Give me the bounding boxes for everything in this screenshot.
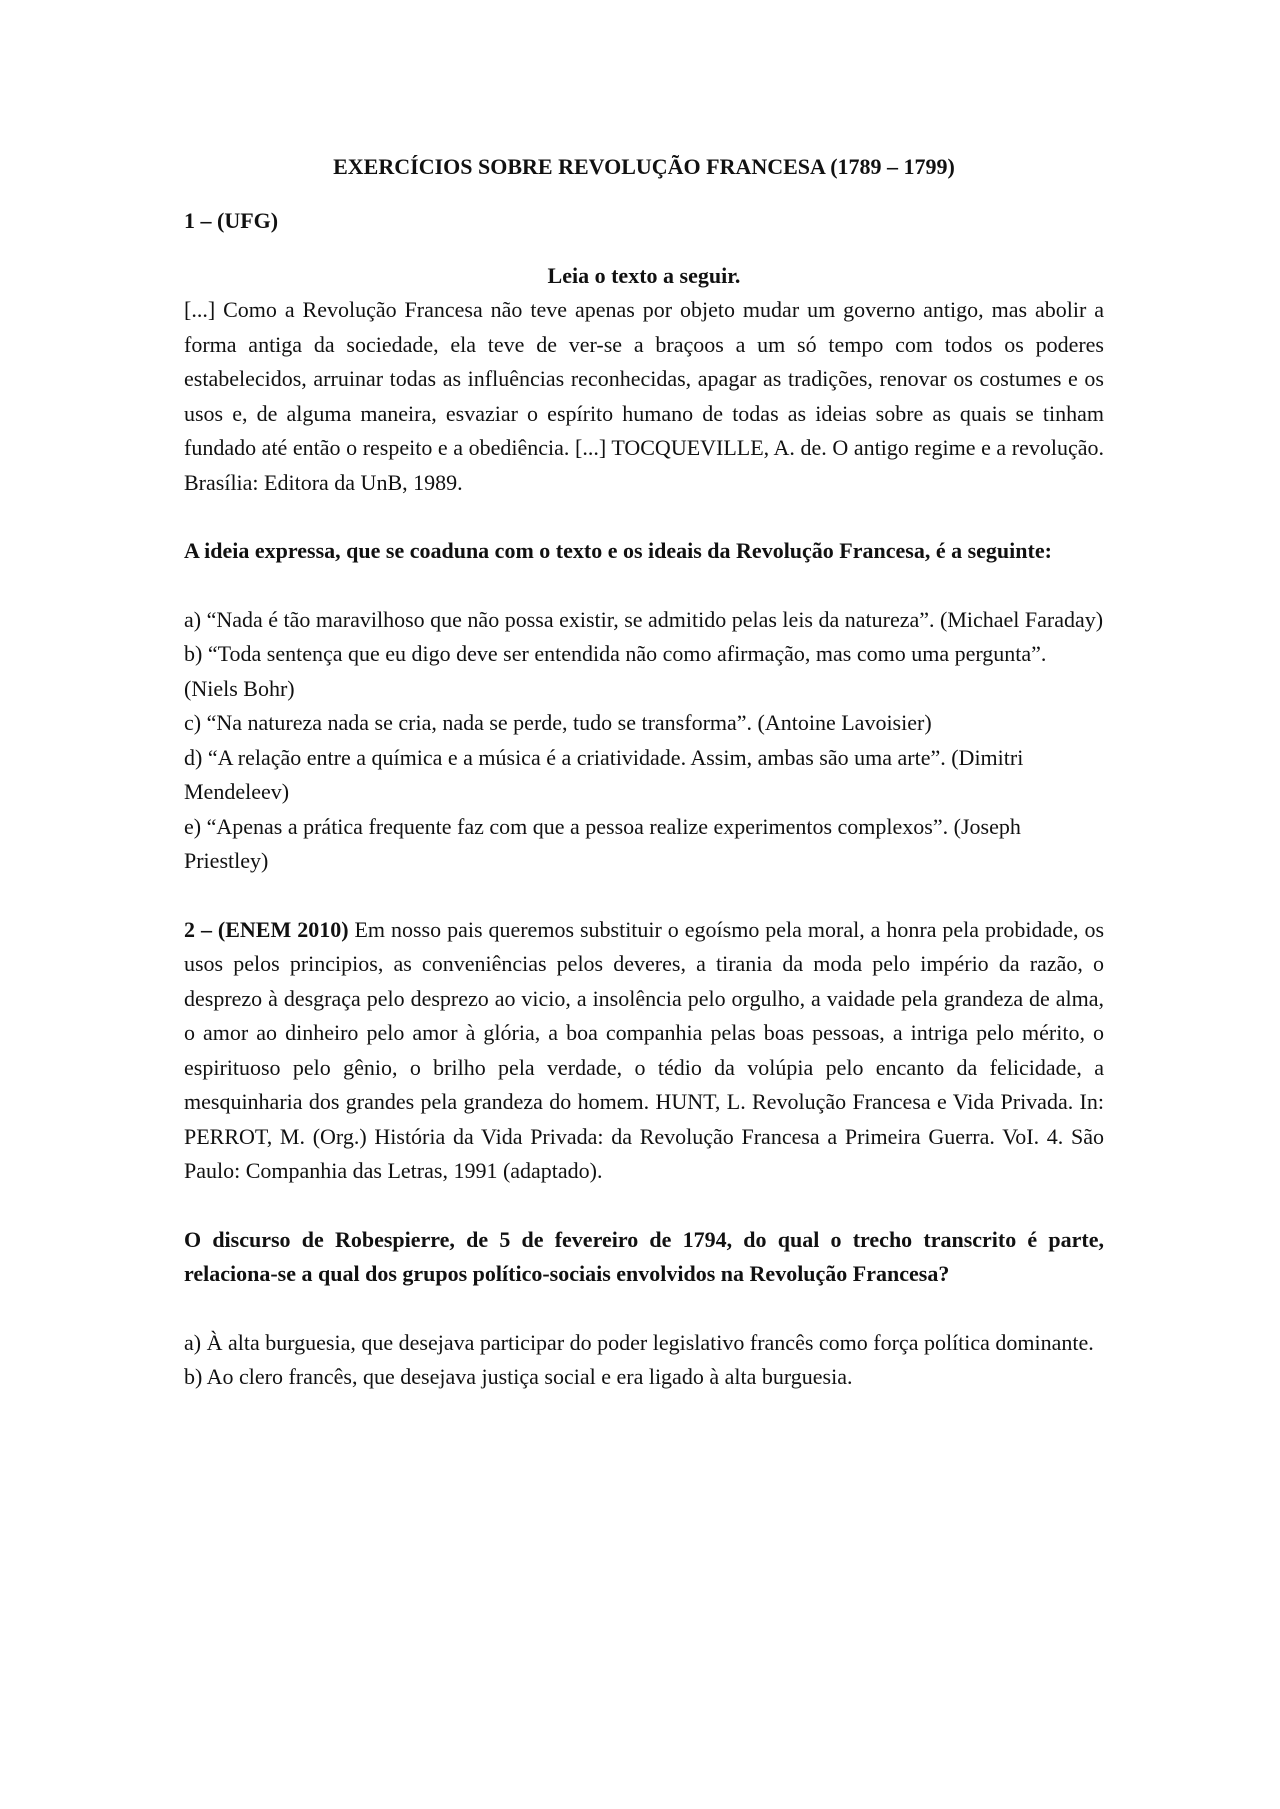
page-title: EXERCÍCIOS SOBRE REVOLUÇÃO FRANCESA (1789 – 1799) — [333, 154, 955, 179]
question-2-option-b: b) Ao clero francês, que desejava justiça social e era ligado à alta burguesia. — [184, 1364, 853, 1389]
spacer — [184, 879, 1104, 913]
question-1-option-a: a) “Nada é tão maravilhoso que não possa existir, se admitido pelas leis da natureza”. (Michael Faraday) — [184, 606, 1104, 632]
question-1-option-e: e) “Apenas a prática frequente faz com que a pessoa realize experimentos complexos”. (Joseph Priestley) — [184, 813, 1021, 873]
question-1-option-b: b) “Toda sentença que eu digo deve ser entendida não como afirmação, mas como uma pergunta”. (Niels Bohr) — [184, 641, 1047, 701]
question-1-option-d: d) “A relação entre a química e a música é a criatividade. Assim, ambas são uma arte”. (Dimitri Mendeleev) — [184, 744, 1024, 804]
spacer — [184, 500, 1104, 534]
question-2-number: 2 – (ENEM 2010) — [184, 916, 349, 942]
spacer — [184, 1292, 1104, 1326]
question-1-number: 1 – (UFG) — [184, 208, 279, 233]
question-1-instruction: Leia o texto a seguir. — [547, 262, 741, 288]
question-2-body — [184, 913, 1104, 1189]
question-2-text: Em nosso pais queremos substituir o egoísmo pela moral, a honra pela probidade, os usos pelos principios, as conveniências pelos deveres, a tirania da moda pelo império da razão, o desprezo à desgraça pelo desprezo ao vicio, a insolência pelo orgulho, a vaidade pela grandeza de alma, o amor ao dinheiro pelo amor à glória, a boa companhia pelas boas pessoas, a intriga pelo mérito, o espirituoso pelo gênio, o brilho pela verdade, o tédio da volúpia pelo encanto da felicidade, a mesquinharia dos grandes pela grandeza do homem. HUNT, L. Revolução Francesa e Vida Privada. In: PERROT, M. (Org.) História da Vida Privada: da Revolução Francesa a Primeira Guerra. VoI. 4. São Paulo: Companhia das Letras, 1991 (adaptado). — [184, 916, 1105, 1183]
document-page — [184, 150, 1104, 1395]
spacer — [184, 569, 1104, 603]
question-2-prompt: O discurso de Robespierre, de 5 de fevereiro de 1794, do qual o trecho transcrito é parte, relaciona-se a qual dos grupos político-sociais envolvidos na Revolução Francesa? — [184, 1226, 1104, 1286]
question-1-option-c: c) “Na natureza nada se cria, nada se perde, tudo se transforma”. (Antoine Lavoisier) — [184, 710, 932, 735]
spacer — [184, 1189, 1104, 1223]
question-1-prompt: A ideia expressa, que se coaduna com o texto e os ideais da Revolução Francesa, é a seguinte: — [184, 538, 1052, 563]
question-1-text: [...] Como a Revolução Francesa não teve apenas por objeto mudar um governo antigo, mas abolir a forma antiga da sociedade, ela teve de ver-se a braçoos a um só tempo com todos os poderes estabelecidos, arruinar todas as influências reconhecidas, apagar as tradições, renovar os costumes e os usos e, de alguma maneira, esvaziar o espírito humano de todas as ideias sobre as quais se tinham fundado até então o respeito e a obediência. [...] TOCQUEVILLE, A. de. O antigo regime e a revolução. Brasília: Editora da UnB, 1989. — [184, 297, 1104, 495]
question-2-option-a: a) À alta burguesia, que desejava participar do poder legislativo francês como força política dominante. — [184, 1329, 1094, 1355]
